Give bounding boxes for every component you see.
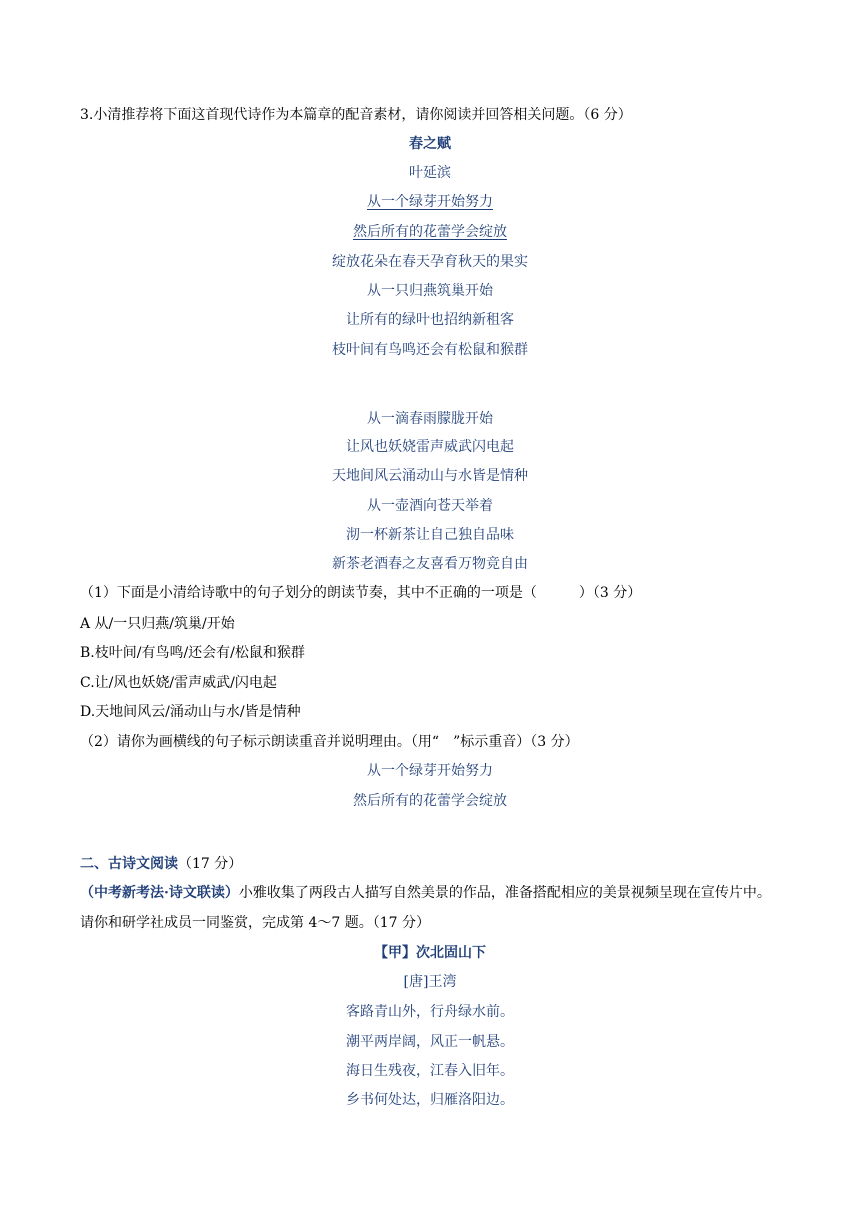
poem-line: 从一滴春雨朦胧开始: [367, 411, 493, 427]
classic-poem-line: 潮平两岸阔，风正一帆悬。: [346, 1034, 514, 1050]
poem-line: 让风也妖娆雷声威武闪电起: [346, 439, 514, 455]
poem-line: 绽放花朵在春天孕育秋天的果实: [332, 254, 528, 270]
section-2-intro: [80, 878, 780, 938]
poem-line: 沏一杯新茶让自己独自品味: [346, 527, 514, 543]
poem-line: 让所有的绿叶也招纳新租客: [346, 312, 514, 328]
poem-author: 叶延滨: [409, 165, 451, 181]
intro-tag: （中考新考法·诗文联读）: [80, 885, 239, 901]
classic-poem-line: 乡书何处达，归雁洛阳边。: [346, 1092, 514, 1108]
section-2-heading: [80, 855, 242, 873]
stress-line-2: 然后所有的花蕾学会绽放: [353, 793, 507, 809]
option-a: A 从/一只归燕/筑巢/开始: [80, 616, 235, 632]
underlined-line: 从一个绿芽开始努力: [367, 194, 493, 210]
underlined-line: 然后所有的花蕾学会绽放: [353, 224, 507, 240]
classic-poem-title: 【甲】次北固山下: [374, 945, 486, 961]
option-b: B.枝叶间/有鸟鸣/还会有/松鼠和猴群: [80, 645, 305, 661]
sub-question-2: （2）请你为画横线的句子标示朗读重音并说明理由。（用“ ”标示重音）（3 分）: [80, 734, 579, 750]
classic-poem-line: 海日生残夜，江春入旧年。: [346, 1063, 514, 1079]
poem-line: 枝叶间有鸟鸣还会有松鼠和猴群: [332, 342, 528, 358]
option-c: C.让/风也妖娆/雷声威武/闪电起: [80, 675, 277, 691]
poem-title: 春之赋: [409, 136, 451, 152]
sub-question-1: （1）下面是小清给诗歌中的句子划分的朗读节奏，其中不正确的一项是（ ）（3 分）: [80, 585, 642, 601]
poem-line: 从一壶酒向苍天举着: [367, 498, 493, 514]
poem-line: 新茶老酒春之友喜看万物竞自由: [332, 556, 528, 572]
poem-line: 天地间风云涌动山与水皆是情种: [332, 468, 528, 484]
option-d: D.天地间风云/涌动山与水/皆是情种: [80, 704, 301, 720]
stress-line-1: 从一个绿芽开始努力: [367, 763, 493, 779]
intro-text: 小雅收集了两段古人描写自然美景的作品，准备搭配相应的美景视频呈现在宣传片中。请你和研学社成员一同鉴赏，完成第 4～7 题。（17 分）: [80, 885, 771, 931]
section-heading-score: （17 分）: [178, 856, 243, 872]
classic-poem-line: 客路青山外，行舟绿水前。: [346, 1004, 514, 1020]
section-heading-text: 二、古诗文阅读: [80, 856, 178, 872]
poem-line: 从一只归燕筑巢开始: [367, 283, 493, 299]
question-3-prompt: 3.小清推荐将下面这首现代诗作为本篇章的配音素材，请你阅读并回答相关问题。（6 分）: [80, 107, 632, 123]
classic-poem-author: [唐]王湾: [403, 974, 457, 990]
